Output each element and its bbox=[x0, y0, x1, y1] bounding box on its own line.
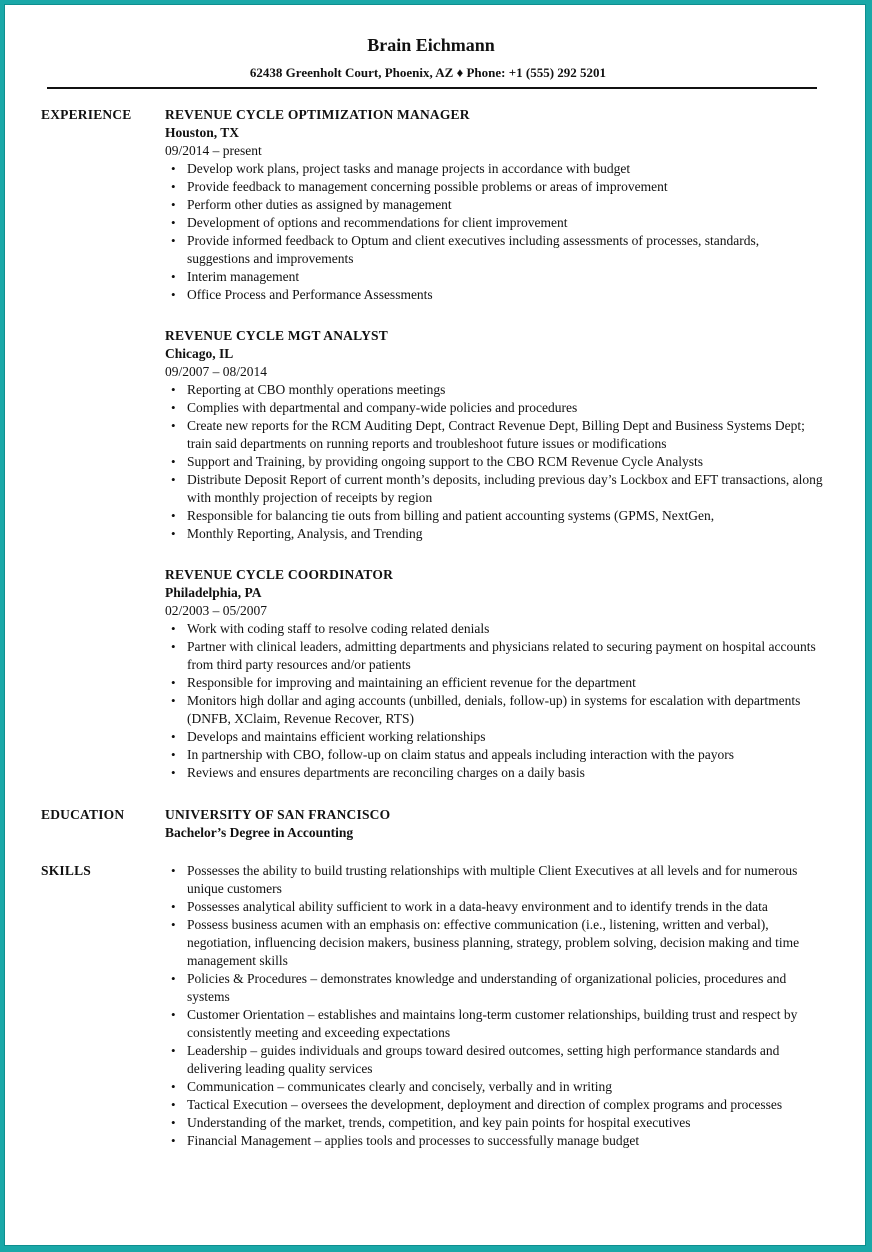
list-item: • Distribute Deposit Report of current month’s deposits, including previous day’s Lockbox and EFT transactions, along with monthly projection of receipts by region bbox=[187, 471, 825, 507]
job-dates: 02/2003 – 05/2007 bbox=[165, 603, 268, 618]
list-item: • Communication – communicates clearly and concisely, verbally and in writing bbox=[187, 1078, 825, 1096]
list-item: • Office Process and Performance Assessments bbox=[187, 286, 825, 304]
experience-list bbox=[165, 106, 825, 782]
degree: Bachelor’s Degree in Accounting bbox=[165, 825, 354, 840]
job-title: REVENUE CYCLE COORDINATOR bbox=[165, 567, 394, 582]
list-item: • Create new reports for the RCM Auditing Dept, Contract Revenue Dept, Billing Dept and Business Systems Dept; train said departments on running reports and troubleshoot future issues or modifications bbox=[187, 417, 825, 453]
school-name: UNIVERSITY OF SAN FRANCISCO bbox=[165, 807, 391, 822]
education-entry bbox=[165, 806, 825, 842]
job-bullets bbox=[165, 381, 825, 543]
section-label-education: EDUCATION bbox=[41, 807, 125, 822]
skills-list bbox=[165, 862, 825, 1150]
list-item: • Customer Orientation – establishes and maintains long-term customer relationships, building trust and respect by consistently meeting and exceeding expectations bbox=[187, 1006, 825, 1042]
list-item: • Interim management bbox=[187, 268, 825, 286]
list-item: • Possess business acumen with an emphasis on: effective communication (i.e., listening, written and verbal), negotiation, influencing decision makers, business planning, strategy, problem solving, decision making and time management skills bbox=[187, 916, 825, 970]
list-item: • In partnership with CBO, follow-up on claim status and appeals including interaction with the payors bbox=[187, 746, 825, 764]
list-item: • Develops and maintains efficient working relationships bbox=[187, 728, 825, 746]
job-entry bbox=[165, 327, 825, 543]
list-item: • Reporting at CBO monthly operations meetings bbox=[187, 381, 825, 399]
job-dates: 09/2014 – present bbox=[165, 143, 262, 158]
list-item: • Possesses the ability to build trusting relationships with multiple Client Executives at all levels and for numerous unique customers bbox=[187, 862, 825, 898]
section-label-experience: EXPERIENCE bbox=[41, 107, 132, 122]
list-item: • Tactical Execution – oversees the development, deployment and direction of complex programs and processes bbox=[187, 1096, 825, 1114]
job-bullets bbox=[165, 160, 825, 304]
list-item: • Responsible for improving and maintaining an efficient revenue for the department bbox=[187, 674, 825, 692]
candidate-name: Brain Eichmann bbox=[367, 35, 495, 55]
job-title: REVENUE CYCLE OPTIMIZATION MANAGER bbox=[165, 107, 470, 122]
section-label-skills: SKILLS bbox=[41, 863, 91, 878]
list-item: • Possesses analytical ability sufficient to work in a data-heavy environment and to identify trends in the data bbox=[187, 898, 825, 916]
resume-header bbox=[5, 35, 867, 81]
job-location: Philadelphia, PA bbox=[165, 585, 262, 600]
list-item: • Monitors high dollar and aging accounts (unbilled, denials, follow-up) in systems for escalation with departments (DNFB, XClaim, Revenue Recover, RTS) bbox=[187, 692, 825, 728]
list-item: • Support and Training, by providing ongoing support to the CBO RCM Revenue Cycle Analysts bbox=[187, 453, 825, 471]
list-item: • Reviews and ensures departments are reconciling charges on a daily basis bbox=[187, 764, 825, 782]
job-dates: 09/2007 – 08/2014 bbox=[165, 364, 268, 379]
list-item: • Provide feedback to management concerning possible problems or areas of improvement bbox=[187, 178, 825, 196]
contact-line: 62438 Greenholt Court, Phoenix, AZ ♦ Phone: +1 (555) 292 5201 bbox=[249, 65, 607, 80]
list-item: • Partner with clinical leaders, admitting departments and physicians related to securing payment on hospital accounts from third party resources and/or patients bbox=[187, 638, 825, 674]
list-item: • Work with coding staff to resolve coding related denials bbox=[187, 620, 825, 638]
job-title: REVENUE CYCLE MGT ANALYST bbox=[165, 328, 388, 343]
job-entry bbox=[165, 106, 825, 304]
header-divider bbox=[47, 87, 817, 89]
job-location: Houston, TX bbox=[165, 125, 240, 140]
resume-page bbox=[4, 4, 866, 1246]
list-item: • Policies & Procedures – demonstrates knowledge and understanding of organizational policies, procedures and systems bbox=[187, 970, 825, 1006]
list-item: • Perform other duties as assigned by management bbox=[187, 196, 825, 214]
list-item: • Leadership – guides individuals and groups toward desired outcomes, setting high performance standards and delivering leading quality services bbox=[187, 1042, 825, 1078]
list-item: • Development of options and recommendations for client improvement bbox=[187, 214, 825, 232]
list-item: • Financial Management – applies tools and processes to successfully manage budget bbox=[187, 1132, 825, 1150]
job-entry bbox=[165, 566, 825, 782]
list-item: • Develop work plans, project tasks and manage projects in accordance with budget bbox=[187, 160, 825, 178]
skills-bullets bbox=[165, 862, 825, 1150]
list-item: • Provide informed feedback to Optum and client executives including assessments of processes, standards, suggestions and improvements bbox=[187, 232, 825, 268]
list-item: • Understanding of the market, trends, competition, and key pain points for hospital executives bbox=[187, 1114, 825, 1132]
job-location: Chicago, IL bbox=[165, 346, 234, 361]
list-item: • Responsible for balancing tie outs from billing and patient accounting systems (GPMS, NextGen, bbox=[187, 507, 825, 525]
list-item: • Monthly Reporting, Analysis, and Trending bbox=[187, 525, 825, 543]
list-item: • Complies with departmental and company-wide policies and procedures bbox=[187, 399, 825, 417]
job-bullets bbox=[165, 620, 825, 782]
